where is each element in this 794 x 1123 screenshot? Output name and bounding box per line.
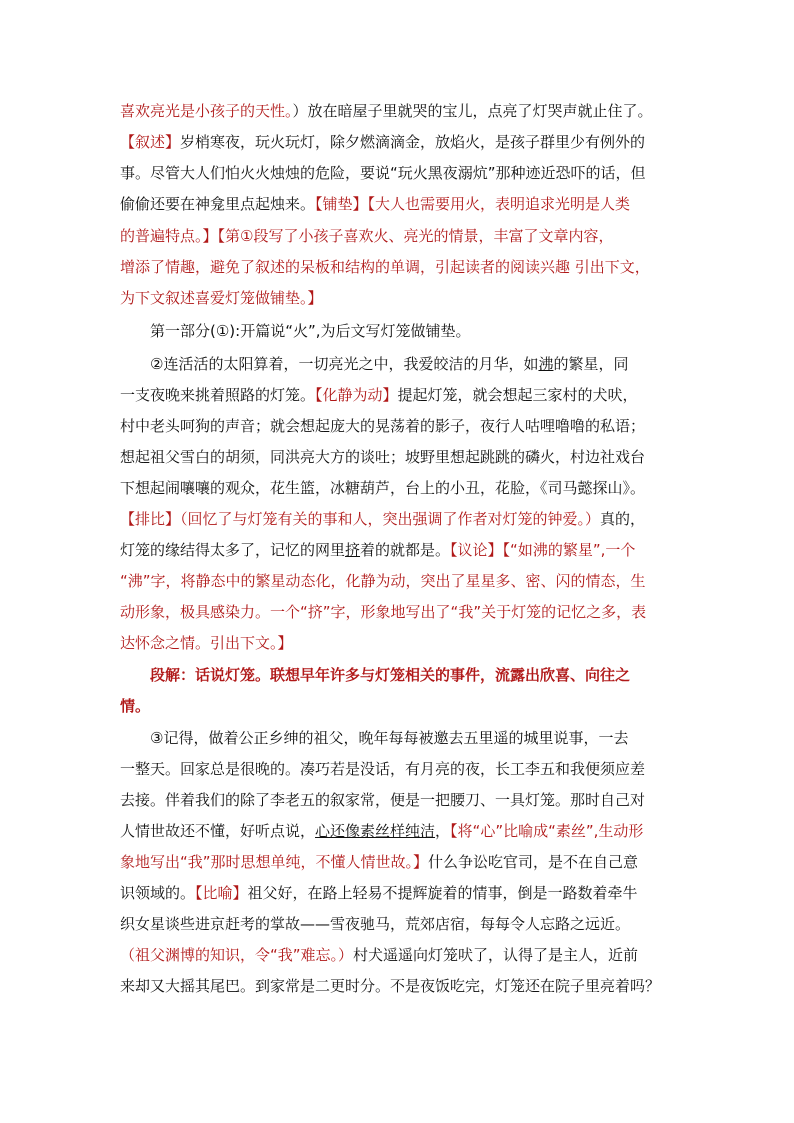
text-segment: （祖父渊博的知识，令“我”难忘。） — [120, 946, 354, 964]
text-segment: 第一部分(①):开篇说“火”,为后文写灯笼做铺垫。 — [150, 322, 471, 340]
text-line — [120, 632, 293, 654]
text-segment: 【议论】【“如沸的繁星”,一个 — [450, 541, 636, 559]
text-line — [120, 758, 645, 780]
text-segment: 象地写出“我”那时思想单纯，不懂人情世故。】 — [120, 853, 429, 871]
text-segment: 一整天。回家总是很晚的。凑巧若是没话，有月亮的夜，长工李五和我便须应差 — [120, 760, 646, 778]
text-segment: 为下文叙述喜爱灯笼做铺垫。】 — [120, 289, 323, 307]
text-segment: 去接。伴着我们的除了李老五的叙家常，便是一把腰刀、一具灯笼。那时自己对 — [120, 791, 646, 809]
text-line — [120, 570, 646, 592]
text-line — [120, 162, 646, 184]
text-line — [120, 287, 323, 309]
text-segment: 村中老头呵狗的声音；就会想起庞大的晃荡着的影子，夜行人咕哩噜噜的私语； — [120, 417, 646, 435]
text-line — [120, 193, 630, 215]
text-line — [120, 100, 653, 122]
text-segment: 挤 — [345, 541, 361, 559]
text-segment: 来却又大摇其尾巴。到家常是二更时分。不是夜饭吃完，灯笼还在院子里亮着吗？ — [120, 977, 661, 995]
text-line — [120, 601, 646, 623]
text-segment: 【叙述】 — [120, 133, 181, 151]
text-segment: 提起灯笼，就会想起三家村的犬吠， — [397, 386, 638, 404]
text-segment: 真的， — [600, 510, 646, 528]
text-line — [120, 539, 635, 561]
text-segment: 喜欢亮光是小孩子的天性。 — [120, 102, 293, 120]
text-segment: 偷偷还要在神龛里点起烛来。 — [120, 195, 316, 213]
text-segment: 祖父好，在路上轻易不提辉旋着的情事，倒是一路数着牵牛 — [247, 884, 638, 902]
text-segment: （回忆了与灯笼有关的事和人，突出强调了作者对灯笼的钟爱。） — [180, 510, 601, 528]
text-segment: 心还像素丝样纯洁 — [315, 822, 436, 840]
text-line — [120, 944, 638, 966]
text-segment: 【比喻】 — [195, 884, 248, 902]
section-summary — [150, 320, 471, 342]
text-segment: 着的就都是。 — [360, 541, 451, 559]
text-segment: 【将“心”比喻成“素丝”,生动形 — [450, 822, 644, 840]
text-segment: “沸”字，将静态中的繁星动态化，化静为动，突出了星星多、密、闪的情态，生 — [120, 572, 646, 590]
text-segment: 【排比】 — [120, 510, 181, 528]
text-line — [120, 508, 645, 530]
text-segment: 情。 — [120, 697, 151, 715]
text-segment: 的繁星，同 — [553, 355, 629, 373]
paragraph-start — [150, 353, 628, 375]
text-segment: 段解：话说灯笼。联想早年许多与灯笼相关的事件，流露出欣喜、向往之 — [150, 666, 631, 684]
text-line — [120, 820, 643, 842]
text-line — [120, 384, 638, 406]
text-segment: 动形象，极具感染力。一个“挤”字，形象地写出了“我”关于灯笼的记忆之多，表 — [120, 603, 647, 621]
text-segment: ③记得，做着公正乡绅的祖父，晚年每每被邀去五里遥的城里说事，一去 — [150, 729, 629, 747]
text-line — [120, 975, 660, 997]
text-line — [120, 415, 645, 437]
text-segment: 沸 — [538, 355, 554, 373]
text-line — [120, 882, 638, 904]
text-segment: 岁梢寒夜，玩火玩灯，除夕燃滴滴金，放焰火，是孩子群里少有例外的 — [180, 133, 646, 151]
text-line — [120, 225, 613, 247]
text-segment: 【化静为动】 — [315, 386, 398, 404]
text-segment: 的普遍特点。】【第①段写了小孩子喜欢火、亮光的情景，丰富了文章内容， — [120, 227, 614, 245]
text-segment: 织女星谈些进京赶考的掌故——雪夜驰马，荒郊店宿，每每令人忘路之远近。 — [120, 915, 631, 933]
text-line — [120, 477, 645, 499]
text-segment: 下想起闹嚷嚷的观众，花生篮，冰糖葫芦，台上的小丑，花脸，《司马懿探山》。 — [120, 479, 646, 497]
text-segment: 想起祖父雪白的胡须，同洪亮大方的谈吐；坡野里想起跳跳的磷火，村边社戏台 — [120, 448, 646, 466]
text-segment: 灯笼的缘结得太多了，记忆的网里 — [120, 541, 346, 559]
text-line — [120, 131, 645, 153]
text-segment: ）放在暗屋子里就哭的宝儿，点亮了灯哭声就止住了。 — [292, 102, 653, 120]
text-segment: 人情世故还不懂，好听点说， — [120, 822, 316, 840]
text-line — [120, 256, 650, 278]
text-line — [120, 446, 645, 468]
text-segment: 识领域的。 — [120, 884, 196, 902]
text-segment: 达怀念之情。引出下文。】 — [120, 634, 293, 652]
text-segment: 村犬遥遥向灯笼吠了，认得了是主人，近前 — [353, 946, 639, 964]
paragraph-analysis — [150, 664, 630, 686]
text-segment: 增添了情趣，避免了叙述的呆板和结构的单调，引起读者的阅读兴趣 引出下文， — [120, 258, 650, 276]
paragraph-analysis — [120, 695, 150, 717]
text-segment: 事。尽管大人们怕火火烛烛的危险，要说“玩火黑夜溺炕”那种迹近恐吓的话，但 — [120, 164, 646, 182]
text-line — [120, 851, 638, 873]
text-segment: 【铺垫】【大人也需要用火，表明追求光明是人类 — [315, 195, 631, 213]
text-segment: ， — [435, 822, 451, 840]
text-segment: ②连活活的太阳算着，一切亮光之中，我爱皎洁的月华，如 — [150, 355, 539, 373]
text-line — [120, 789, 645, 811]
text-line — [120, 913, 630, 935]
text-segment: 一支夜晚来挑着照路的灯笼。 — [120, 386, 316, 404]
paragraph-start — [150, 727, 628, 749]
text-segment: 什么争讼吃官司，是不在自己意 — [428, 853, 639, 871]
